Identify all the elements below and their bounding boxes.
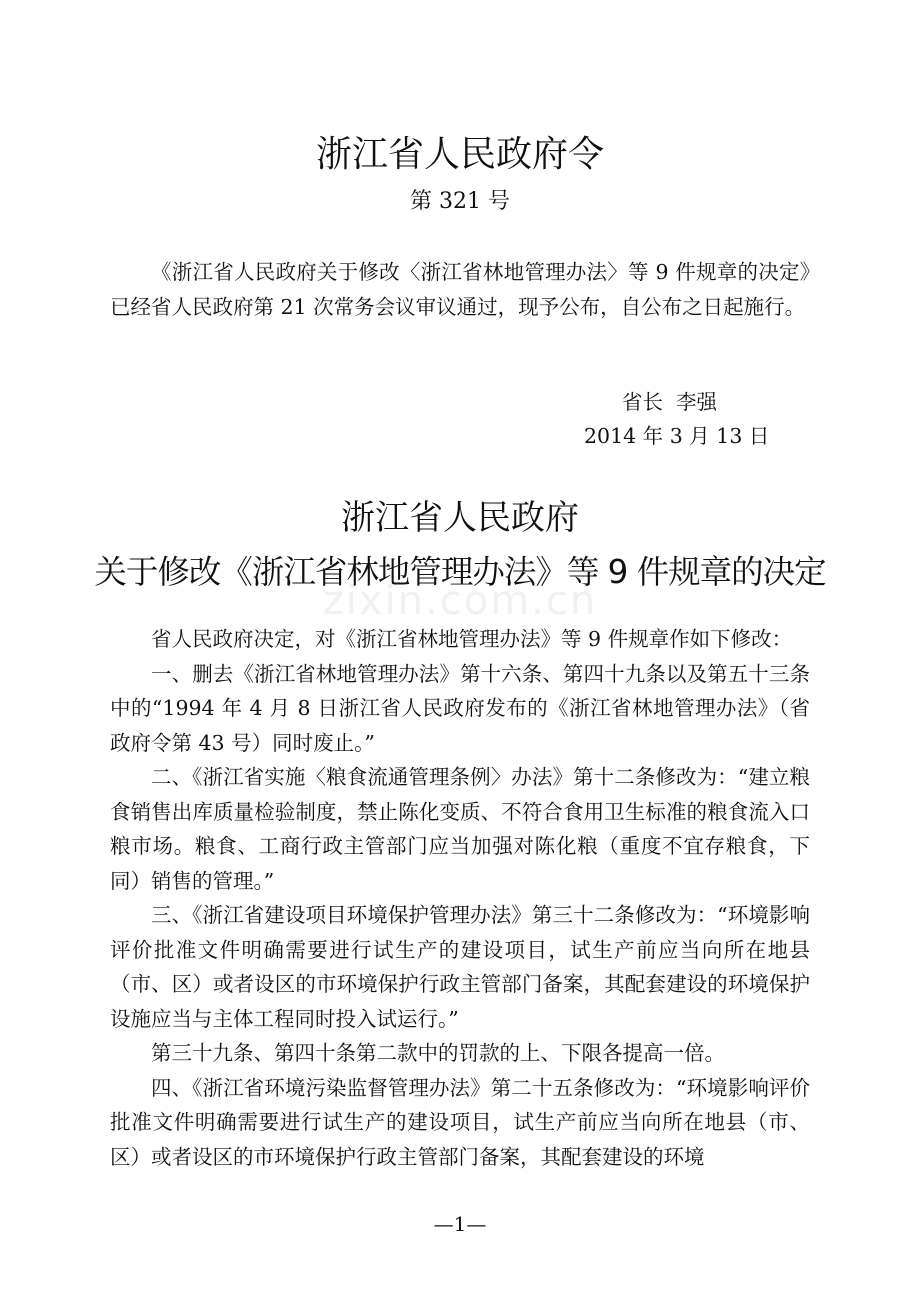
- page-number: —1—: [433, 1212, 487, 1236]
- body-paragraph: 省人民政府决定，对《浙江省林地管理办法》等 9 件规章作如下修改：: [151, 627, 793, 651]
- body-paragraph: 第三十九条、第四十条第二款中的罚款的上、下限各提高一倍。: [151, 1041, 725, 1065]
- decision-title-line2: 关于修改《浙江省林地管理办法》等 9 件规章的决定: [94, 553, 826, 591]
- signatory: 省长 李强: [622, 390, 718, 414]
- promulgation-paragraph: 《浙江省人民政府关于修改〈浙江省林地管理办法〉等 9 件规章的决定》已经省人民政府第 21 次常务会议审议通过，现予公布，自公布之日起施行。: [110, 260, 810, 319]
- body-paragraph: 一、删去《浙江省林地管理办法》第十六条、第四十九条以及第五十三条中的“1994 年 4 月 8 日浙江省人民政府发布的《浙江省林地管理办法》（省政府令第 43 号）同时废止。”: [110, 661, 810, 755]
- decision-body: [110, 622, 810, 1174]
- signature-date: 2014 年 3 月 13 日: [584, 424, 770, 448]
- watermark: zixin.com.cn: [322, 578, 598, 624]
- order-number: 第 321 号: [410, 189, 510, 214]
- body-paragraph: 三、《浙江省建设项目环境保护管理办法》第三十二条修改为：“环境影响评价批准文件明确需要进行试生产的建设项目，试生产前应当向所在地县（市、区）或者设区的市环境保护行政主管部门备案，其配套建设的环境保护设施应当与主体工程同时投入试运行。”: [110, 903, 810, 1031]
- body-paragraph: 二、《浙江省实施〈粮食流通管理条例〉办法》第十二条修改为：“建立粮食销售出库质量检验制度，禁止陈化变质、不符合食用卫生标准的粮食流入口粮市场。粮食、工商行政主管部门应当加强对陈化粮（重度不宜存粮食，下同）销售的管理。”: [110, 765, 810, 893]
- body-paragraph: 四、《浙江省环境污染监督管理办法》第二十五条修改为：“环境影响评价批准文件明确需要进行试生产的建设项目，试生产前应当向所在地县（市、区）或者设区的市环境保护行政主管部门备案，其配套建设的环境: [110, 1075, 810, 1169]
- decision-title-line1: 浙江省人民政府: [341, 498, 579, 538]
- decree-heading: 浙江省人民政府令: [315, 134, 604, 175]
